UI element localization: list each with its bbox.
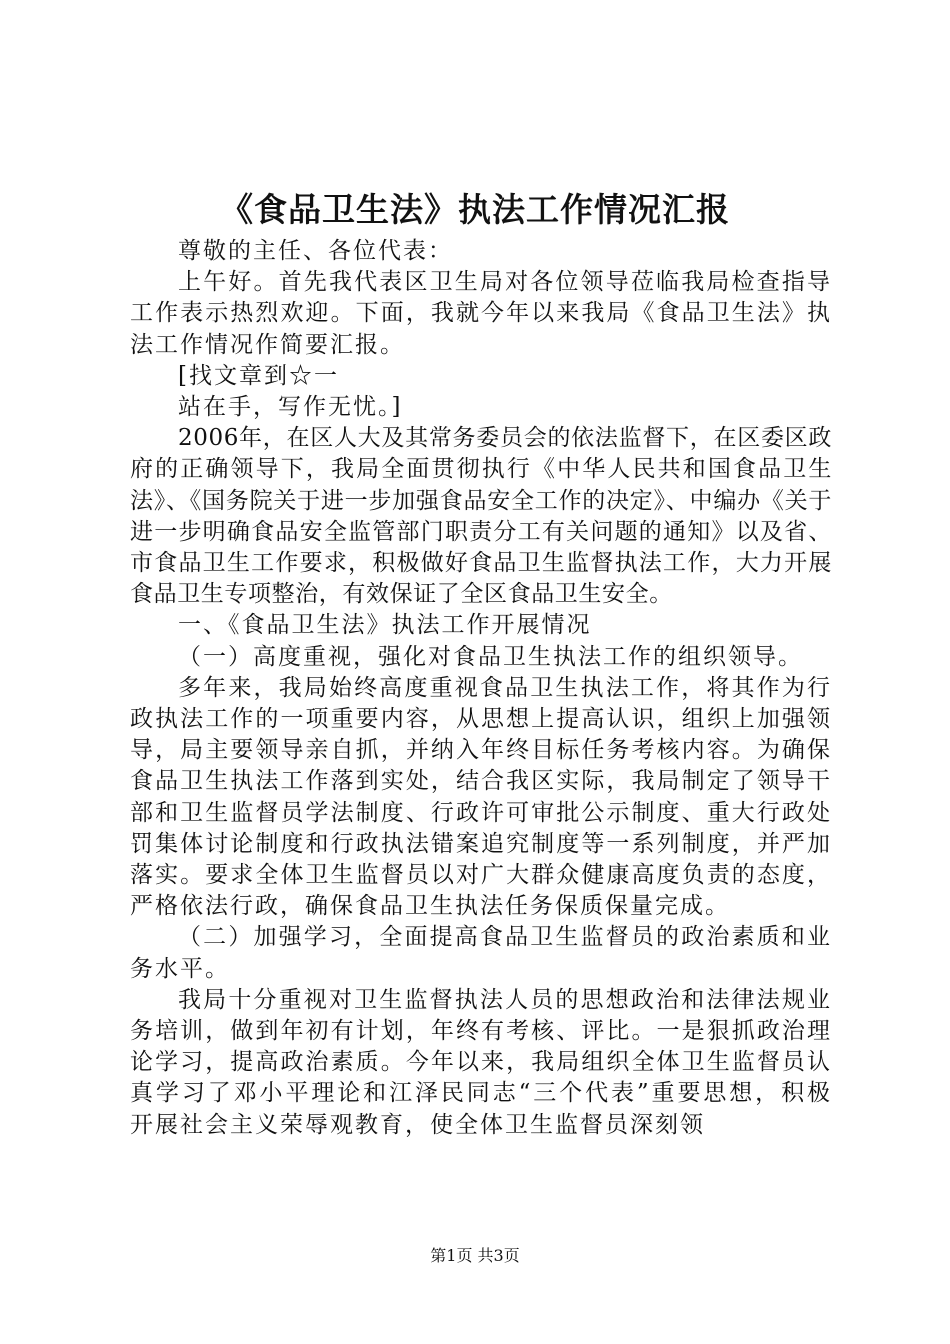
- subsection-heading-1: （一）高度重视，强化对食品卫生执法工作的组织领导。: [178, 643, 803, 670]
- subsection-1-paragraph: 多年来，我局始终高度重视食品卫生执法工作，将其作为行政执法工作的一项重要内容，从思想上提高认识，组织上加强领导，局主要领导亲自抓，并纳入年终目标任务考核内容。为确保食品卫生执法工作落到实处，结合我区实际，我局制定了领导干部和卫生监督员学法制度、行政许可审批公示制度、重大行政处罚集体讨论制度和行政执法错案追究制度等一系列制度，并严加落实。要求全体卫生监督员以对广大群众健康高度负责的态度，严格依法行政，确保食品卫生执法任务保质保量完成。: [130, 674, 832, 920]
- opening-paragraph: 上午好。首先我代表区卫生局对各位领导莅临我局检查指导工作表示热烈欢迎。下面，我就今年以来我局《食品卫生法》执法工作情况作简要汇报。: [130, 269, 832, 358]
- document-title: 《食品卫生法》执法工作情况汇报: [220, 190, 730, 229]
- document-body: [130, 236, 832, 1141]
- section-heading-1: 一、《食品卫生法》执法工作开展情况: [178, 612, 592, 639]
- page-number-footer: 第1页 共3页: [430, 1246, 520, 1265]
- subsection-2-paragraph: 我局十分重视对卫生监督执法人员的思想政治和法律法规业务培训，做到年初有计划，年终有考核、评比。一是狠抓政治理论学习，提高政治素质。今年以来，我局组织全体卫生监督员认真学习了邓小平理论和江泽民同志“三个代表”重要思想，积极开展社会主义荣辱观教育，使全体卫生监督员深刻领: [130, 986, 832, 1138]
- inserted-note-line-2: 站在手，写作无忧。]: [178, 394, 403, 421]
- overview-paragraph: 2006年，在区人大及其常务委员会的依法监督下，在区委区政府的正确领导下，我局全面贯彻执行《中华人民共和国食品卫生法》、《国务院关于进一步加强食品安全工作的决定》、中编办《关于进一步明确食品安全监管部门职责分工有关问题的通知》以及省、市食品卫生工作要求，积极做好食品卫生监督执法工作，大力开展食品卫生专项整治，有效保证了全区食品卫生安全。: [130, 425, 832, 608]
- inserted-note-line-1: [找文章到☆一: [178, 362, 339, 389]
- salutation: 尊敬的主任、各位代表：: [178, 238, 453, 264]
- subsection-heading-2: （二）加强学习，全面提高食品卫生监督员的政治素质和业务水平。: [130, 924, 832, 982]
